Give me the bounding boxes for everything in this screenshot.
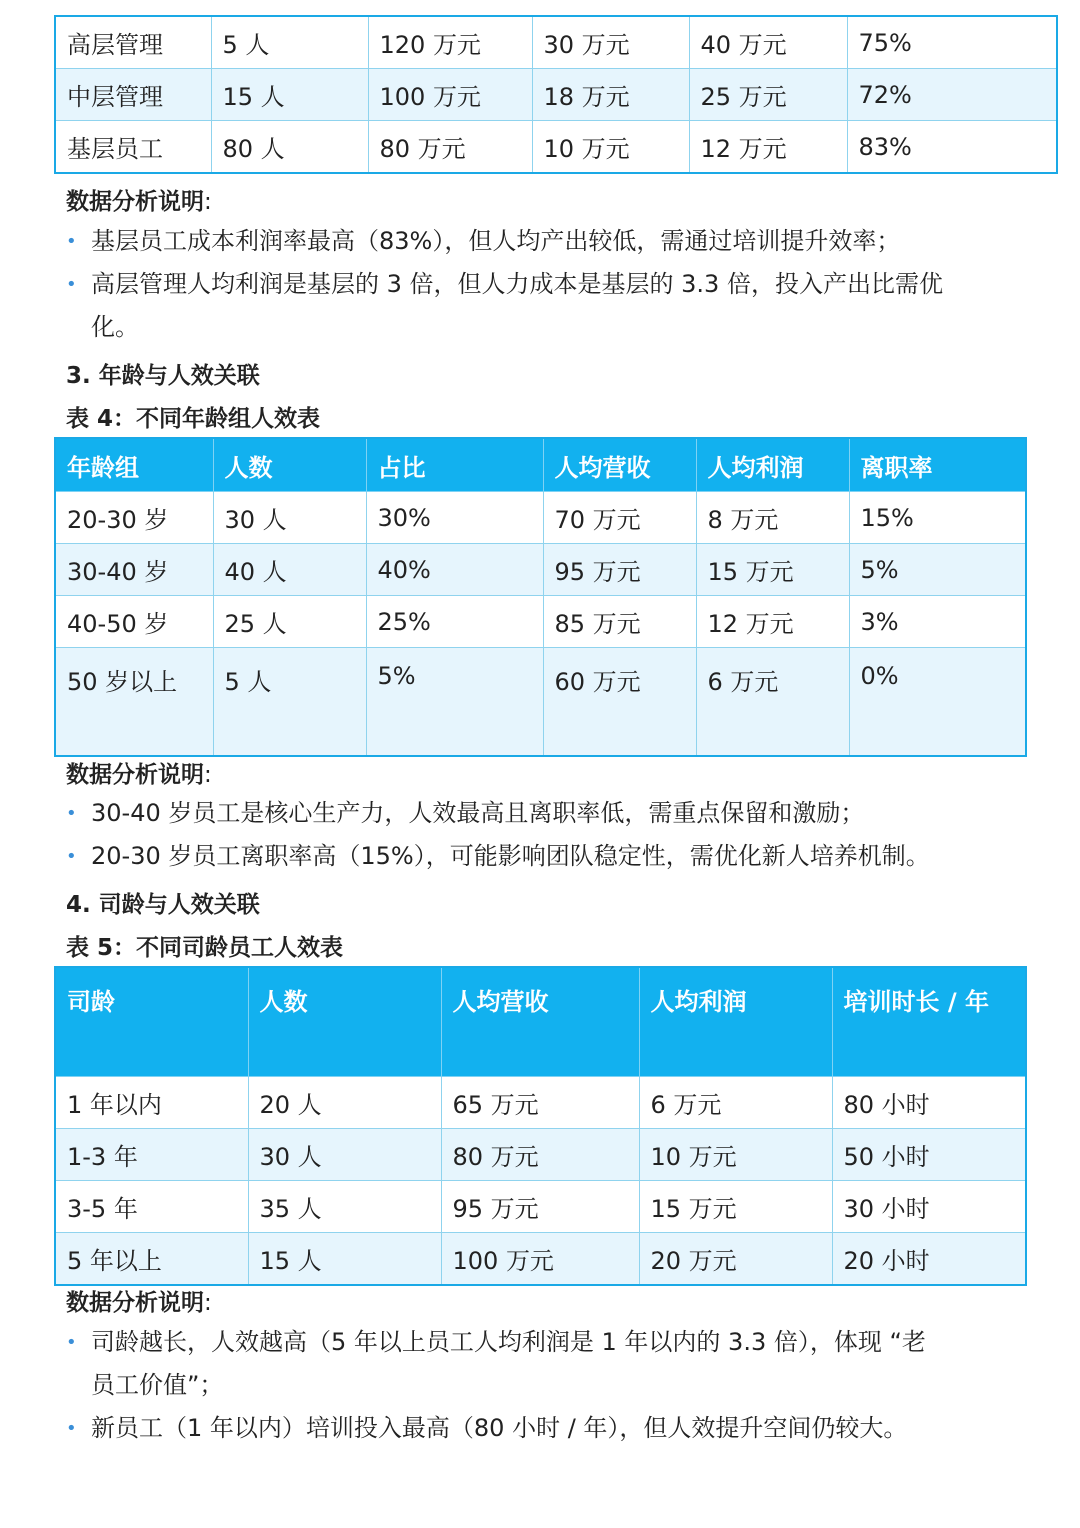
list-item: • 高层管理人均利润是基层的 3 倍，但人力成本是基层的 3.3 倍，投入产出比需优 化。 bbox=[66, 270, 943, 341]
table-cell: 30-40 岁 bbox=[55, 544, 213, 596]
column-header: 人均利润 bbox=[696, 438, 849, 492]
table-row bbox=[55, 596, 1026, 648]
table-cell: 100 万元 bbox=[368, 69, 532, 121]
table-cell: 8 万元 bbox=[696, 492, 849, 544]
column-header: 占比 bbox=[366, 438, 543, 492]
table-title-age: 表 4：不同年龄组人效表 bbox=[66, 406, 321, 432]
table-cell: 12 万元 bbox=[696, 596, 849, 648]
table-row bbox=[55, 648, 1026, 757]
table-cell: 40% bbox=[366, 544, 543, 596]
list-item: • 新员工（1 年以内）培训投入最高（80 小时 / 年），但人效提升空间仍较大。 bbox=[66, 1414, 908, 1442]
table-cell: 1-3 年 bbox=[55, 1129, 248, 1181]
table-cell: 5% bbox=[366, 648, 543, 757]
level-efficiency-table bbox=[54, 15, 1058, 174]
table-row bbox=[55, 1181, 1026, 1233]
column-header: 培训时长 / 年 bbox=[832, 967, 1026, 1077]
table-cell: 80 人 bbox=[211, 121, 368, 174]
table-cell: 65 万元 bbox=[441, 1077, 639, 1129]
table-cell: 80 万元 bbox=[441, 1129, 639, 1181]
analysis-title: 数据分析说明: bbox=[66, 189, 212, 215]
column-header: 人数 bbox=[213, 438, 366, 492]
table-cell: 5 人 bbox=[213, 648, 366, 757]
table-cell: 100 万元 bbox=[441, 1233, 639, 1286]
table-cell: 30 人 bbox=[213, 492, 366, 544]
table-cell: 40-50 岁 bbox=[55, 596, 213, 648]
age-efficiency-table bbox=[54, 437, 1027, 757]
section-heading-tenure: 4. 司龄与人效关联 bbox=[66, 892, 260, 918]
tenure-efficiency-table bbox=[54, 966, 1027, 1286]
table-cell: 30 小时 bbox=[832, 1181, 1026, 1233]
table-cell: 95 万元 bbox=[441, 1181, 639, 1233]
analysis-title: 数据分析说明: bbox=[66, 1290, 212, 1316]
table-cell: 120 万元 bbox=[368, 16, 532, 69]
analysis-title: 数据分析说明: bbox=[66, 762, 212, 788]
table-cell: 10 万元 bbox=[532, 121, 689, 174]
table-cell: 80 小时 bbox=[832, 1077, 1026, 1129]
table-cell: 15 万元 bbox=[639, 1181, 832, 1233]
column-header: 人数 bbox=[248, 967, 441, 1077]
table-cell: 6 万元 bbox=[696, 648, 849, 757]
column-header: 人均利润 bbox=[639, 967, 832, 1077]
table-cell: 80 万元 bbox=[368, 121, 532, 174]
table-cell: 50 岁以上 bbox=[55, 648, 213, 757]
table-cell: 25 万元 bbox=[689, 69, 847, 121]
table-cell: 30 人 bbox=[248, 1129, 441, 1181]
table-cell: 25% bbox=[366, 596, 543, 648]
table-cell: 18 万元 bbox=[532, 69, 689, 121]
table-cell: 50 小时 bbox=[832, 1129, 1026, 1181]
table-cell: 75% bbox=[847, 16, 1057, 69]
table-cell: 高层管理 bbox=[55, 16, 211, 69]
table-row bbox=[55, 492, 1026, 544]
table-cell: 12 万元 bbox=[689, 121, 847, 174]
table-cell: 70 万元 bbox=[543, 492, 696, 544]
table-cell: 10 万元 bbox=[639, 1129, 832, 1181]
table-cell: 60 万元 bbox=[543, 648, 696, 757]
table-cell: 30 万元 bbox=[532, 16, 689, 69]
table-cell: 20 万元 bbox=[639, 1233, 832, 1286]
analysis-list bbox=[66, 220, 1006, 349]
column-header: 离职率 bbox=[849, 438, 1026, 492]
table-row bbox=[55, 1129, 1026, 1181]
table-row bbox=[55, 1077, 1026, 1129]
table-cell: 3-5 年 bbox=[55, 1181, 248, 1233]
table-cell: 30% bbox=[366, 492, 543, 544]
table-cell: 5 人 bbox=[211, 16, 368, 69]
list-item: • 30-40 岁员工是核心生产力，人效最高且离职率低，需重点保留和激励； bbox=[66, 799, 865, 827]
list-item: • 基层员工成本利润率最高（83%），但人均产出较低，需通过培训提升效率； bbox=[66, 227, 901, 255]
table-cell: 85 万元 bbox=[543, 596, 696, 648]
table-cell: 0% bbox=[849, 648, 1026, 757]
column-header: 年龄组 bbox=[55, 438, 213, 492]
table-cell: 15 万元 bbox=[696, 544, 849, 596]
table-cell: 基层员工 bbox=[55, 121, 211, 174]
column-header: 人均营收 bbox=[543, 438, 696, 492]
table-cell: 5 年以上 bbox=[55, 1233, 248, 1286]
table-cell: 25 人 bbox=[213, 596, 366, 648]
table-cell: 95 万元 bbox=[543, 544, 696, 596]
table-cell: 72% bbox=[847, 69, 1057, 121]
table-row bbox=[55, 69, 1057, 121]
table-cell: 6 万元 bbox=[639, 1077, 832, 1129]
table-cell: 83% bbox=[847, 121, 1057, 174]
table-cell: 20 人 bbox=[248, 1077, 441, 1129]
table-cell: 20 小时 bbox=[832, 1233, 1026, 1286]
list-item: • 20-30 岁员工离职率高（15%），可能影响团队稳定性，需优化新人培养机制。 bbox=[66, 842, 930, 870]
table-cell: 1 年以内 bbox=[55, 1077, 248, 1129]
column-header: 人均营收 bbox=[441, 967, 639, 1077]
table-cell: 中层管理 bbox=[55, 69, 211, 121]
section-heading-age: 3. 年龄与人效关联 bbox=[66, 363, 260, 389]
table-title-tenure: 表 5：不同司龄员工人效表 bbox=[66, 935, 344, 961]
analysis-list bbox=[66, 1321, 1006, 1450]
table-row bbox=[55, 121, 1057, 174]
table-cell: 40 人 bbox=[213, 544, 366, 596]
table-row bbox=[55, 16, 1057, 69]
table-cell: 15% bbox=[849, 492, 1026, 544]
table-cell: 5% bbox=[849, 544, 1026, 596]
table-row bbox=[55, 1233, 1026, 1286]
table-cell: 3% bbox=[849, 596, 1026, 648]
table-cell: 20-30 岁 bbox=[55, 492, 213, 544]
table-cell: 40 万元 bbox=[689, 16, 847, 69]
table-cell: 15 人 bbox=[211, 69, 368, 121]
list-item: • 司龄越长，人效越高（5 年以上员工人均利润是 1 年以内的 3.3 倍），体现 “老 员工价值”； bbox=[66, 1328, 926, 1399]
table-cell: 35 人 bbox=[248, 1181, 441, 1233]
analysis-list bbox=[66, 792, 1006, 878]
column-header: 司龄 bbox=[55, 967, 248, 1077]
table-row bbox=[55, 544, 1026, 596]
table-cell: 15 人 bbox=[248, 1233, 441, 1286]
